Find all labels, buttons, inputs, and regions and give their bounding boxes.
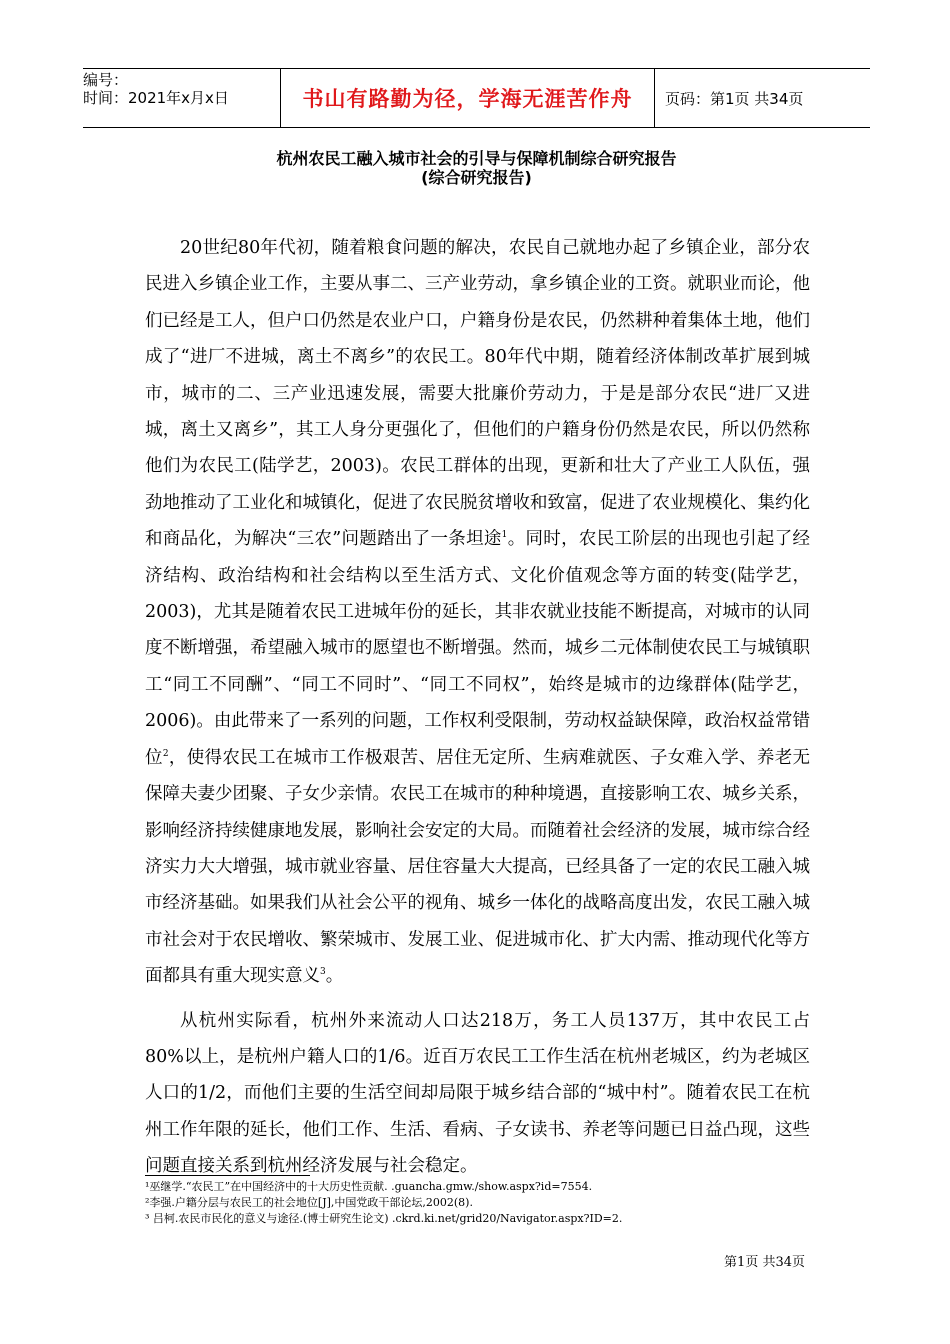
paragraph-1 xyxy=(145,230,810,995)
paragraph-1-part-d: 。 xyxy=(325,966,344,987)
body-text xyxy=(145,230,810,1185)
number-label: 编号： xyxy=(83,71,129,89)
document-title-block xyxy=(83,149,870,187)
footnote-2: ²李强.户籍分层与农民工的社会地位[J],中国党政干部论坛,2002(8). xyxy=(145,1196,473,1209)
footnote-1: ¹巫继学.“农民工”在中国经济中的十大历史性贡献. .guancha.gmw./show.aspx?id=7554. xyxy=(145,1180,593,1193)
document-title: 杭州农民工融入城市社会的引导与保障机制综合研究报告 xyxy=(276,149,677,168)
header-meta xyxy=(83,69,280,127)
footnotes xyxy=(145,1179,825,1227)
header-page-number: 页码：第1页 共34页 xyxy=(665,89,804,108)
footnote-divider xyxy=(145,1175,310,1176)
footnote-ref-1[interactable]: 1 xyxy=(501,530,508,541)
page-footer: 第1页 共34页 xyxy=(724,1255,805,1270)
footnote-3: ³ 吕柯.农民市民化的意义与途径.(博士研究生论文) .ckrd.ki.net/grid20/Navigator.aspx?ID=2. xyxy=(145,1212,623,1225)
paragraph-1-part-a: 20世纪80年代初，随着粮食问题的解决，农民自己就地办起了乡镇企业，部分农民进入乡镇企业工作，主要从事二、三产业劳动，拿乡镇企业的工资。就职业而论，他们已经是工人，但户口仍然是农业户口，户籍身份是农民，仍然耕种着集体土地，他们成了“进厂不进城，离土不离乡”的农民工。80年代中期，随着经济体制改革扩展到城市，城市的二、三产业迅速发展，需要大批廉价劳动力，于是是部分农民“进厂又进城，离土又离乡”，其工人身分更强化了，但他们的户籍身份仍然是农民，所以仍然称他们为农民工(陆学艺，2003)。农民工群体的出现，更新和壮大了产业工人队伍，强劲地推动了工业化和城镇化，促进了农民脱贫增收和致富，促进了农业规模化、集约化和商品化，为解决“三农”问题踏出了一条坦途 xyxy=(145,238,810,550)
header-motto: 书山有路勤为径，学海无涯苦作舟 xyxy=(280,69,655,127)
date-label: 时间：2021年x月x日 xyxy=(83,89,229,107)
footnote-ref-2[interactable]: 2 xyxy=(162,748,169,759)
page-header xyxy=(83,68,870,128)
paragraph-1-part-c: ，使得农民工在城市工作极艰苦、居住无定所、生病难就医、子女难入学、养老无保障夫妻少团聚、子女少亲情。农民工在城市的种种境遇，直接影响工农、城乡关系，影响经济持续健康地发展，影响社会安定的大局。而随着社会经济的发展，城市综合经济实力大大增强，城市就业容量、居住容量大大提高，已经具备了一定的农民工融入城市经济基础。如果我们从社会公平的视角、城乡一体化的战略高度出发，农民工融入城市社会对于农民增收、繁荣城市、发展工业、促进城市化、扩大内需、推动现代化等方面都具有重大现实意义 xyxy=(145,747,811,987)
footnote-ref-3[interactable]: 3 xyxy=(320,967,326,978)
paragraph-2: 从杭州实际看，杭州外来流动人口达218万，务工人员137万，其中农民工占80%以上，是杭州户籍人口的1/6。近百万农民工工作生活在杭州老城区，约为老城区人口的1/2，而他们主要的生活空间却局限于城乡结合部的“城中村”。随着农民工在杭州工作年限的延长，他们工作、生活、看病、子女读书、养老等问题已日益凸现，这些问题直接关系到杭州经济发展与社会稳定。 xyxy=(145,1010,810,1177)
document-subtitle: (综合研究报告) xyxy=(421,168,532,187)
paragraph-1-part-b: 。同时，农民工阶层的出现也引起了经济结构、政治结构和社会结构以至生活方式、文化价值观念等方面的转变(陆学艺，2003)，尤其是随着农民工进城年份的延长，其非农就业技能不断提高，对城市的认同度不断增强，希望融入城市的愿望也不断增强。然而，城乡二元体制使农民工与城镇职工“同工不同酬”、“同工不同时”、“同工不同权”，始终是城市的边缘群体(陆学艺，2006)。由此带来了一系列的问题，工作权利受限制，劳动权益缺保障，政治权益常错位 xyxy=(145,529,810,768)
